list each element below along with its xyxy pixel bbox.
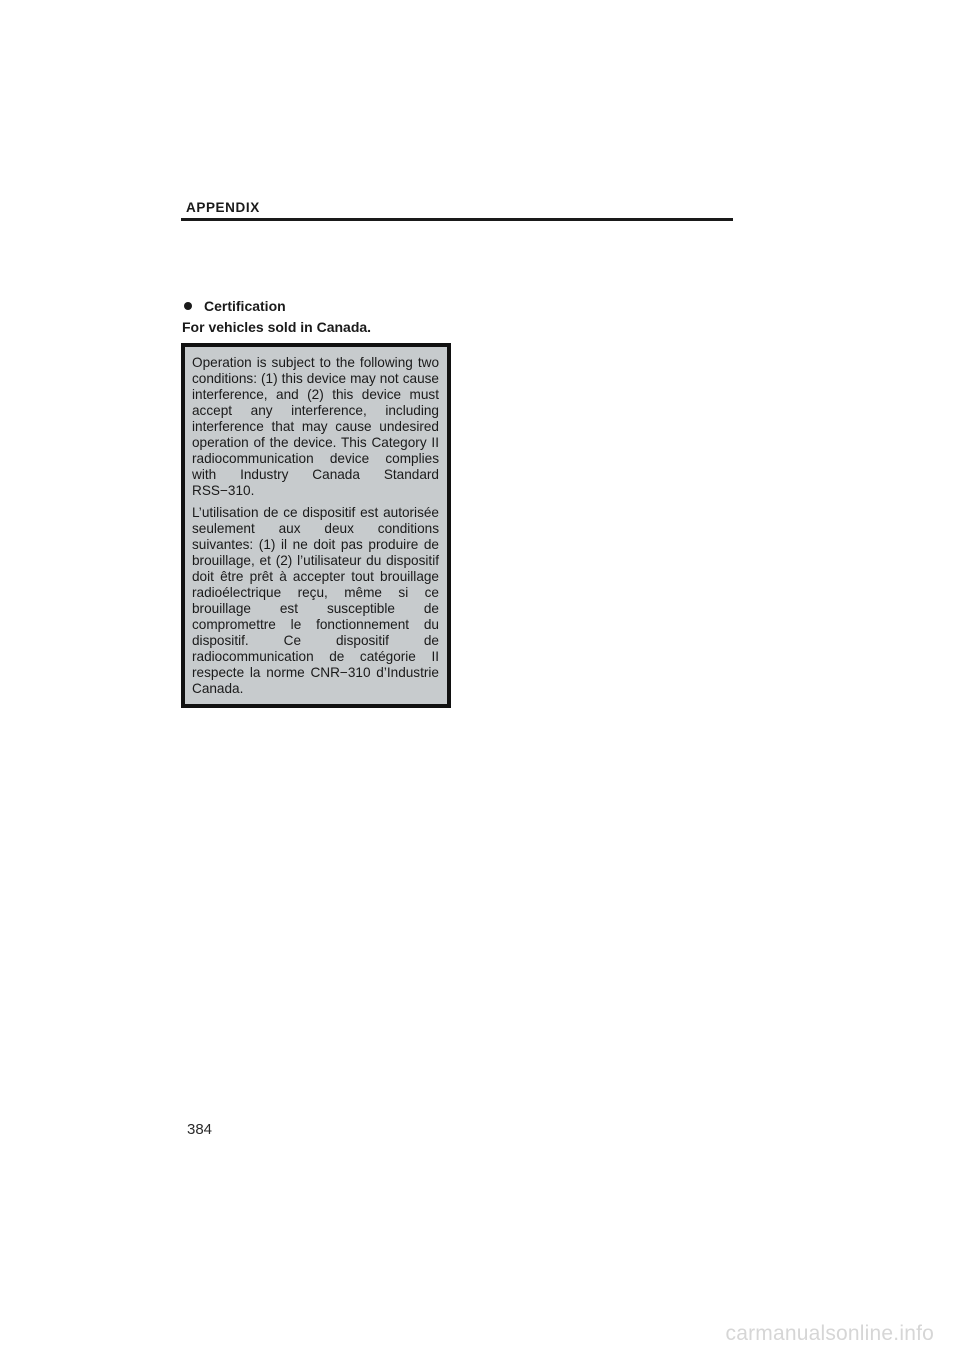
section-title: APPENDIX <box>186 200 260 215</box>
watermark: carmanualsonline.info <box>725 1322 934 1345</box>
header-divider <box>181 218 733 221</box>
bullet-icon <box>184 302 192 310</box>
certification-heading <box>184 298 286 314</box>
heading-text: Certification <box>204 298 286 314</box>
certification-notice-box <box>181 343 451 708</box>
intro-text: For vehicles sold in Canada. <box>182 319 372 335</box>
notice-french: L’utilisation de ce dispositif est autorisée seulement aux deux conditions suivantes: (1) il ne doit pas produire de brouillage, et (2) l’utilisateur du dispositif doit être prêt à accepter tout brouillage radioélectrique reçu, même si ce brouillage est susceptible de compromettre le fonctionnement du dispositif. Ce dispositif de radiocommunication de catégorie II respecte la norme CNR−310 d’Industrie Canada. <box>192 505 439 696</box>
page-number: 384 <box>187 1121 213 1138</box>
notice-english: Operation is subject to the following two conditions: (1) this device may not cause interference, and (2) this device must accept any interference, including interference that may cause undesired operation of the device. This Category II radiocommunication device complies with Industry Canada Standard RSS−310. <box>192 355 439 498</box>
